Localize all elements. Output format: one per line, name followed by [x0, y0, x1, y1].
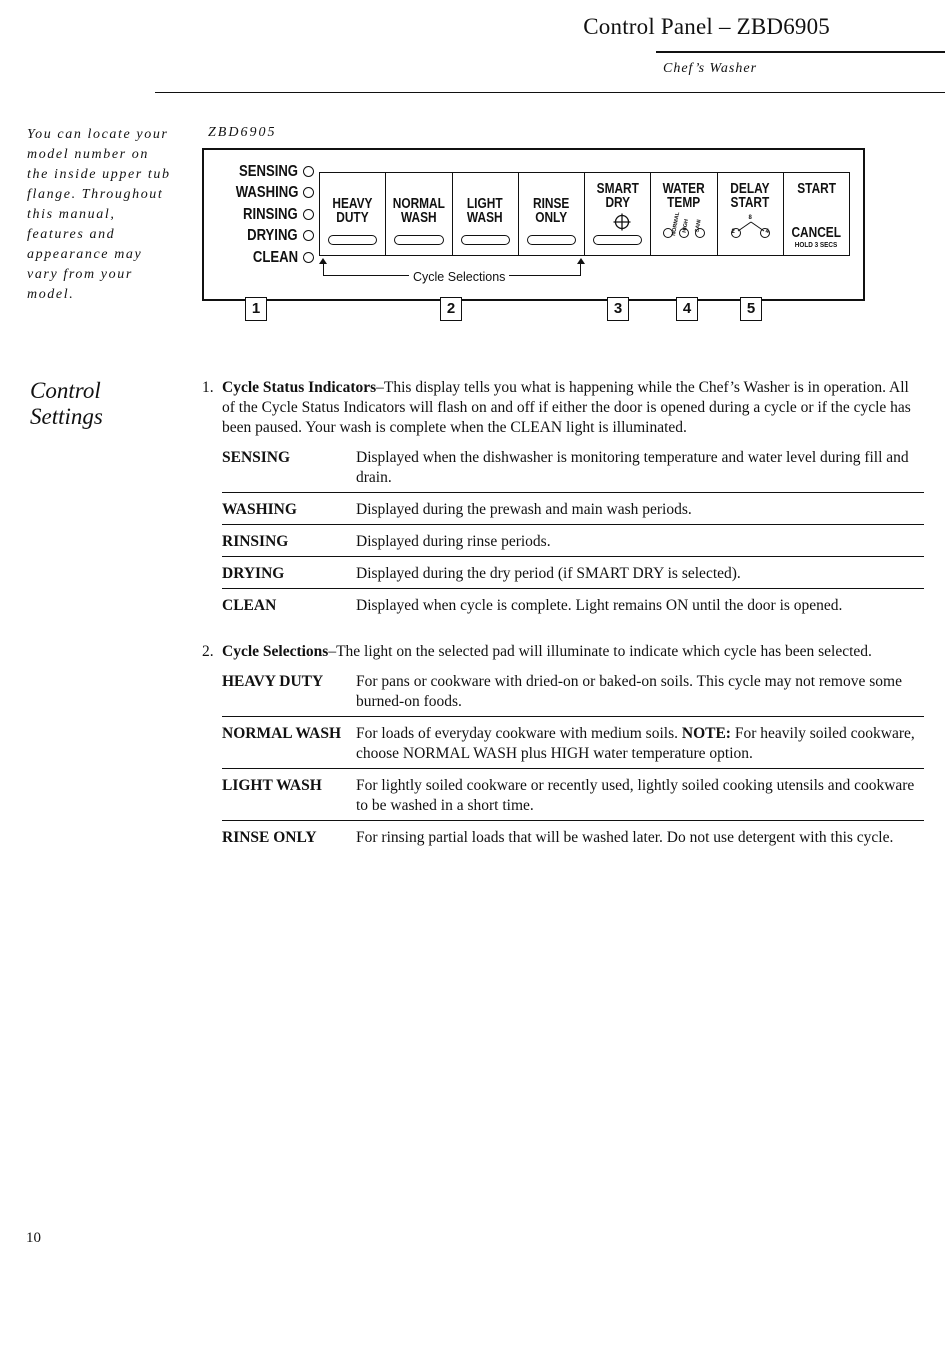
pad-start-cancel: START CANCEL HOLD 3 SECS: [791, 181, 842, 249]
callout-1: 1: [245, 297, 267, 321]
side-note: You can locate your model number on the inside upper tub flange. Throughout this manual, features and appearance may vary from your model.: [27, 127, 171, 302]
page-number: 10: [26, 1230, 41, 1246]
note-label: NOTE:: [681, 725, 731, 742]
pad-normal-wash: NORMAL WASH: [386, 173, 452, 255]
pad-light-wash: LIGHT WASH: [453, 173, 519, 255]
callout-4: 4: [676, 297, 698, 321]
pad-light-icon: [527, 235, 576, 245]
definition-row: RINSING Displayed during rinse periods.: [222, 530, 924, 557]
definition-row: DRYING Displayed during the dry period (if SMART DRY is selected).: [222, 562, 924, 589]
delay-light-icon: [760, 228, 770, 238]
control-panel-diagram: [202, 148, 865, 301]
arrow-up-icon: [319, 258, 327, 264]
callout-5: 5: [740, 297, 762, 321]
arrow-up-icon: [577, 258, 585, 264]
header-rule: [656, 51, 945, 53]
page-title: Control Panel – ZBD6905: [583, 14, 830, 39]
temp-light-icon: [695, 228, 705, 238]
item-cycle-status: 1. Cycle Status Indicators–This display tells you what is happening while the Chef’s Washer is in operation. All of the Cycle Status Indicators will flash on and off if either the door is opened during a cycle or if the cycle has been paused. Your wash is complete when the CLEAN light is illuminated.: [202, 379, 911, 436]
header-divider: [155, 92, 945, 93]
pad-water-temp: WATER TEMP NORMAL HIGH SANI: [651, 173, 717, 255]
control-settings-content: [202, 378, 924, 874]
pad-smart-dry: SMART DRY: [585, 173, 651, 255]
pad-light-icon: [461, 235, 510, 245]
pad-heavy-duty: HEAVY DUTY: [320, 173, 386, 255]
definition-row: WASHING Displayed during the prewash and main wash periods.: [222, 498, 924, 525]
delay-lights: [718, 225, 783, 243]
cycle-definitions: [222, 670, 924, 852]
smart-dry-icon: [613, 213, 631, 231]
status-indicator-clean: CLEAN: [222, 248, 314, 269]
definition-row: SENSING Displayed when the dishwasher is monitoring temperature and water level during fill and drain.: [222, 446, 924, 493]
indicator-light-icon: [303, 209, 314, 220]
pad-rinse-only: RINSE ONLY: [519, 173, 585, 255]
pad-light-icon: [328, 235, 377, 245]
definition-row: LIGHT WASH For lightly soiled cookware or recently used, lightly soiled cooking utensils and cookware to be washed in a short time.: [222, 774, 924, 821]
indicator-light-icon: [303, 230, 314, 241]
pad-delay-start: DELAY START 8 2 4: [718, 173, 784, 255]
definition-row: NORMAL WASH For loads of everyday cookware with medium soils. NOTE: For heavily soiled cookware, choose NORMAL WASH plus HIGH water temperature option.: [222, 722, 924, 769]
pad-light-icon: [394, 235, 443, 245]
status-indicator-rinsing: RINSING: [222, 205, 314, 226]
status-definitions: [222, 446, 924, 620]
water-temp-lights: [651, 225, 716, 243]
callout-2: 2: [440, 297, 462, 321]
delay-option-4: 4: [765, 229, 769, 235]
item-lead: Cycle Selections: [222, 643, 329, 660]
indicator-light-icon: [303, 166, 314, 177]
status-indicator-sensing: SENSING: [222, 162, 314, 183]
page-subtitle: Chef’s Washer: [663, 61, 758, 76]
indicator-light-icon: [303, 252, 314, 263]
hold-note: HOLD 3 SECS: [795, 240, 838, 249]
temp-light-icon: [663, 228, 673, 238]
item-cycle-selections: 2. Cycle Selections–The light on the selected pad will illuminate to indicate which cycle has been selected.: [202, 643, 872, 660]
status-indicator-washing: WASHING: [222, 183, 314, 204]
delay-light-icon: [731, 228, 741, 238]
temp-light-icon: [679, 228, 689, 238]
item-text: –The light on the selected pad will illuminate to indicate which cycle has been selected.: [328, 643, 872, 660]
definition-row: CLEAN Displayed when cycle is complete. Light remains ON until the door is opened.: [222, 597, 843, 614]
indicator-light-icon: [303, 187, 314, 198]
status-indicator-drying: DRYING: [222, 226, 314, 247]
water-temp-option-high: HIGH: [681, 218, 691, 234]
callout-3: 3: [607, 297, 629, 321]
definition-row: RINSE ONLY For rinsing partial loads that will be washed later. Do not use detergent with this cycle.: [222, 829, 894, 846]
model-label: ZBD6905: [208, 125, 277, 140]
delay-option-2: 2: [731, 229, 735, 235]
cycle-pads: [319, 172, 850, 256]
delay-option-8: 8: [748, 215, 752, 221]
water-temp-option-sani: SANI: [694, 219, 703, 233]
section-heading: Control Settings: [30, 378, 103, 429]
pad-light-icon: [593, 235, 642, 245]
item-lead: Cycle Status Indicators: [222, 379, 377, 396]
cycle-status-indicators: [222, 162, 314, 269]
item-text: –This display tells you what is happening while the Chef’s Washer is in operation. All of the Cycle Status Indicators will flash on and off if either the door is opened during a cycle or if the cycle has been paused. Your wash is complete when the CLEAN light is illuminated.: [222, 379, 911, 436]
water-temp-option-normal: NORMAL: [671, 211, 682, 237]
definition-row: HEAVY DUTY For pans or cookware with dried-on or baked-on soils. This cycle may not remove some burned-on foods.: [222, 670, 924, 717]
cycle-selections-label: Cycle Selections: [409, 270, 509, 284]
cancel-label: CANCEL: [791, 225, 842, 241]
